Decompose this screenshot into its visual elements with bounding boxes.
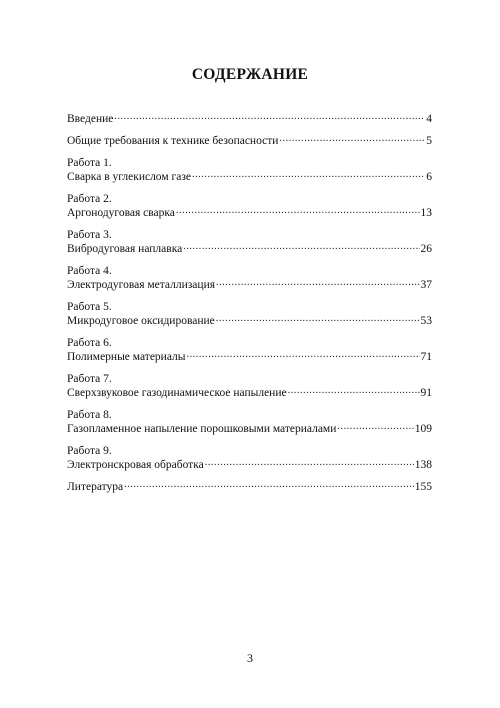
toc-entry-page: 155: [414, 481, 432, 493]
dot-leader: [114, 112, 425, 122]
toc-entry-page: 13: [420, 207, 432, 219]
dot-leader: [337, 422, 413, 432]
dot-leader: [176, 206, 420, 216]
toc-line: [67, 134, 432, 148]
dot-leader: [216, 278, 419, 288]
toc-entry-page: 109: [414, 423, 432, 435]
dot-leader: [183, 242, 419, 252]
toc-line: [67, 314, 432, 328]
toc-entry-title: Общие требования к технике безопасности: [67, 135, 279, 147]
toc-line: [67, 350, 432, 364]
toc-entry[interactable]: [67, 408, 432, 436]
toc-line: [67, 112, 432, 126]
dot-leader: [288, 386, 420, 396]
dot-leader: [216, 314, 420, 324]
toc-line: [67, 278, 432, 292]
toc-entry-title: Литература: [67, 481, 124, 493]
toc-entry-prefix: Работа 7.: [67, 373, 112, 385]
toc-entry-page: 4: [426, 113, 432, 125]
toc-entry-title: Введение: [67, 113, 114, 125]
toc-entry-prefix: Работа 8.: [67, 409, 112, 421]
toc-entry-page: 53: [420, 315, 432, 327]
toc-entry-prefix: Работа 4.: [67, 265, 112, 277]
toc-entry-title: Полимерные материалы: [67, 351, 186, 363]
page-number: 3: [247, 651, 253, 665]
table-of-contents: [67, 112, 432, 502]
toc-entry[interactable]: [67, 336, 432, 364]
dot-leader: [192, 170, 425, 180]
toc-entry[interactable]: [67, 112, 432, 126]
toc-entry[interactable]: [67, 264, 432, 292]
toc-entry-page: 37: [420, 279, 432, 291]
dot-leader: [124, 480, 414, 490]
dot-leader: [279, 134, 425, 144]
toc-entry-page: 5: [426, 135, 432, 147]
page-title: СОДЕРЖАНИЕ: [191, 66, 309, 83]
toc-entry-prefix: Работа 3.: [67, 229, 112, 241]
toc-entry-page: 6: [426, 171, 432, 183]
toc-entry-title: Вибродуговая наплавка: [67, 243, 183, 255]
toc-entry[interactable]: [67, 228, 432, 256]
toc-entry-title: Сварка в углекислом газе: [67, 171, 191, 183]
toc-line: [67, 422, 432, 436]
toc-entry-title: Газопламенное напыление порошковыми материалами: [67, 423, 337, 435]
toc-entry-page: 26: [420, 243, 432, 255]
toc-entry[interactable]: [67, 480, 432, 494]
toc-entry-prefix: Работа 1.: [67, 157, 112, 169]
toc-entry-prefix: Работа 9.: [67, 445, 112, 457]
toc-entry-prefix: Работа 6.: [67, 337, 112, 349]
toc-line: [67, 170, 432, 184]
toc-entry-page: 91: [420, 387, 432, 399]
dot-leader: [187, 350, 420, 360]
toc-line: [67, 458, 432, 472]
toc-entry-prefix: Работа 2.: [67, 193, 112, 205]
toc-line: [67, 206, 432, 220]
toc-line: [67, 386, 432, 400]
toc-entry-page: 71: [420, 351, 432, 363]
toc-entry-title: Электронскровая обработка: [67, 459, 204, 471]
toc-entry[interactable]: [67, 156, 432, 184]
toc-entry-title: Сверхзвуковое газодинамическое напыление: [67, 387, 287, 399]
toc-entry[interactable]: [67, 300, 432, 328]
toc-entry[interactable]: [67, 134, 432, 148]
toc-entry-prefix: Работа 5.: [67, 301, 112, 313]
toc-entry-page: 138: [414, 459, 432, 471]
toc-entry[interactable]: [67, 444, 432, 472]
toc-line: [67, 242, 432, 256]
toc-line: [67, 480, 432, 494]
toc-entry[interactable]: [67, 192, 432, 220]
toc-entry-title: Микродуговое оксидирование: [67, 315, 215, 327]
dot-leader: [205, 458, 414, 468]
toc-entry[interactable]: [67, 372, 432, 400]
toc-entry-title: Электродуговая металлизация: [67, 279, 216, 291]
toc-entry-title: Аргонодуговая сварка: [67, 207, 175, 219]
